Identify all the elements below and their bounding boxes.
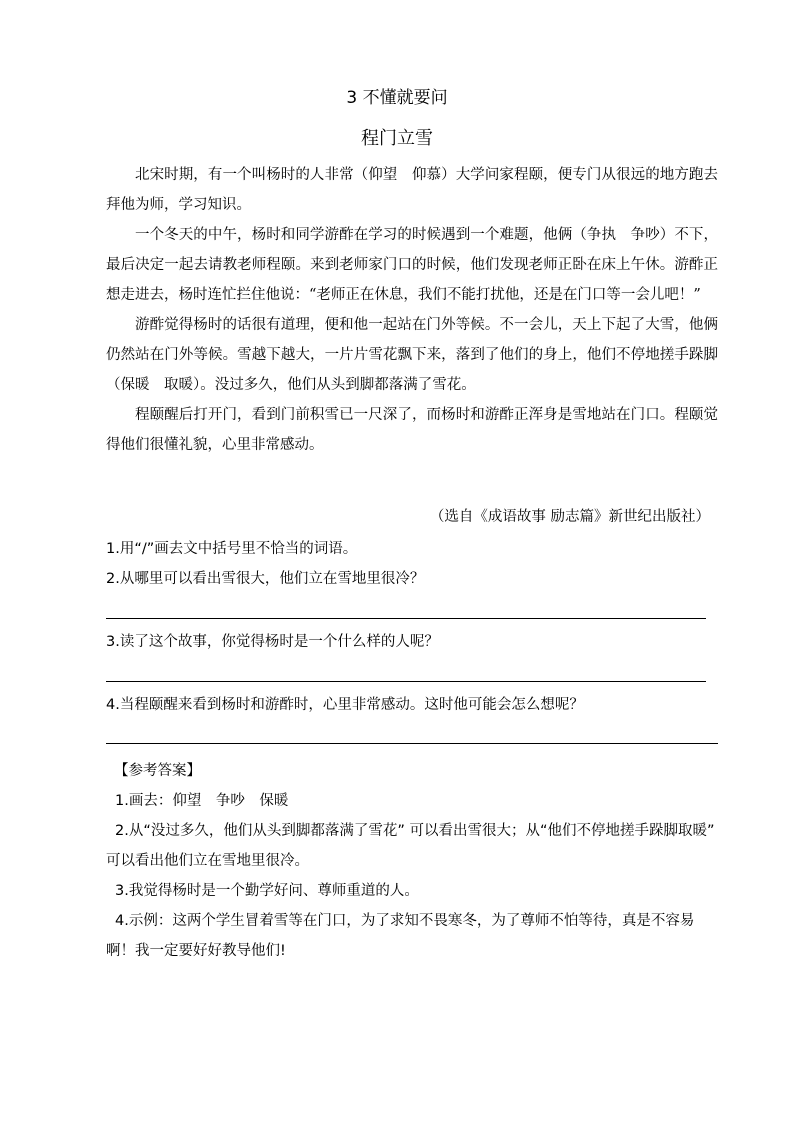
story-source: （选自《成语故事 励志篇》新世纪出版社） (429, 509, 710, 525)
story-paragraph: 游酢觉得杨时的话很有道理，便和他一起站在门外等候。不一会儿，天上下起了大雪，他俩仍然站在门外等候。雪越下越大，一片片雪花飘下来，落到了他们的身上，他们不停地搓手跺脚（保暖 取暖）。没过多久，他们从头到脚都落满了雪花。 (106, 317, 718, 393)
story-paragraph: 一个冬天的中午，杨时和同学游酢在学习的时候遇到一个难题，他俩（争执 争吵）不下，最后决定一起去请教老师程颐。来到老师家门口的时候，他们发现老师正卧在床上午休。游酢正想走进去，杨时连忙拦住他说：“老师正在休息，我们不能打扰他，还是在门口等一会儿吧！” (106, 227, 718, 303)
question-4: 4.当程颐醒来看到杨时和游酢时，心里非常感动。这时他可能会怎么想呢？ (106, 697, 584, 713)
answer-line-4[interactable] (106, 743, 718, 744)
question-1: 1.用“/”画去文中括号里不恰当的词语。 (106, 541, 358, 557)
lesson-title: 3 不懂就要问 (346, 88, 448, 108)
story-paragraph: 北宋时期，有一个叫杨时的人非常（仰望 仰慕）大学问家程颐，便专门从很远的地方跑去拜他为师，学习知识。 (106, 167, 718, 213)
story-title: 程门立雪 (361, 128, 433, 149)
story-text (106, 160, 718, 460)
question-2: 2.从哪里可以看出雪很大，他们立在雪地里很冷？ (106, 571, 425, 587)
reference-answers (106, 756, 718, 966)
story-paragraph: 程颐醒后打开门，看到门前积雪已一尺深了，而杨时和游酢正浑身是雪地站在门口。程颐觉得他们很懂礼貌，心里非常感动。 (106, 407, 718, 453)
question-3: 3.读了这个故事，你觉得杨时是一个什么样的人呢？ (106, 634, 439, 650)
answer-item: 4.示例：这两个学生冒着雪等在门口，为了求知不畏寒冬，为了尊师不怕等待，真是不容易啊！我一定要好好教导他们! (106, 913, 695, 959)
answer-item: 3.我觉得杨时是一个勤学好问、尊师重道的人。 (115, 883, 419, 899)
answer-item: 2.从“没过多久，他们从头到脚都落满了雪花” 可以看出雪很大；从“他们不停地搓手跺脚取暖” 可以看出他们立在雪地里很冷。 (106, 823, 715, 869)
answers-heading: 【参考答案】 (114, 763, 201, 779)
answer-line-2[interactable] (106, 618, 706, 619)
answer-item: 1.画去：仰望 争吵 保暖 (115, 793, 289, 809)
answer-line-3[interactable] (106, 681, 706, 682)
